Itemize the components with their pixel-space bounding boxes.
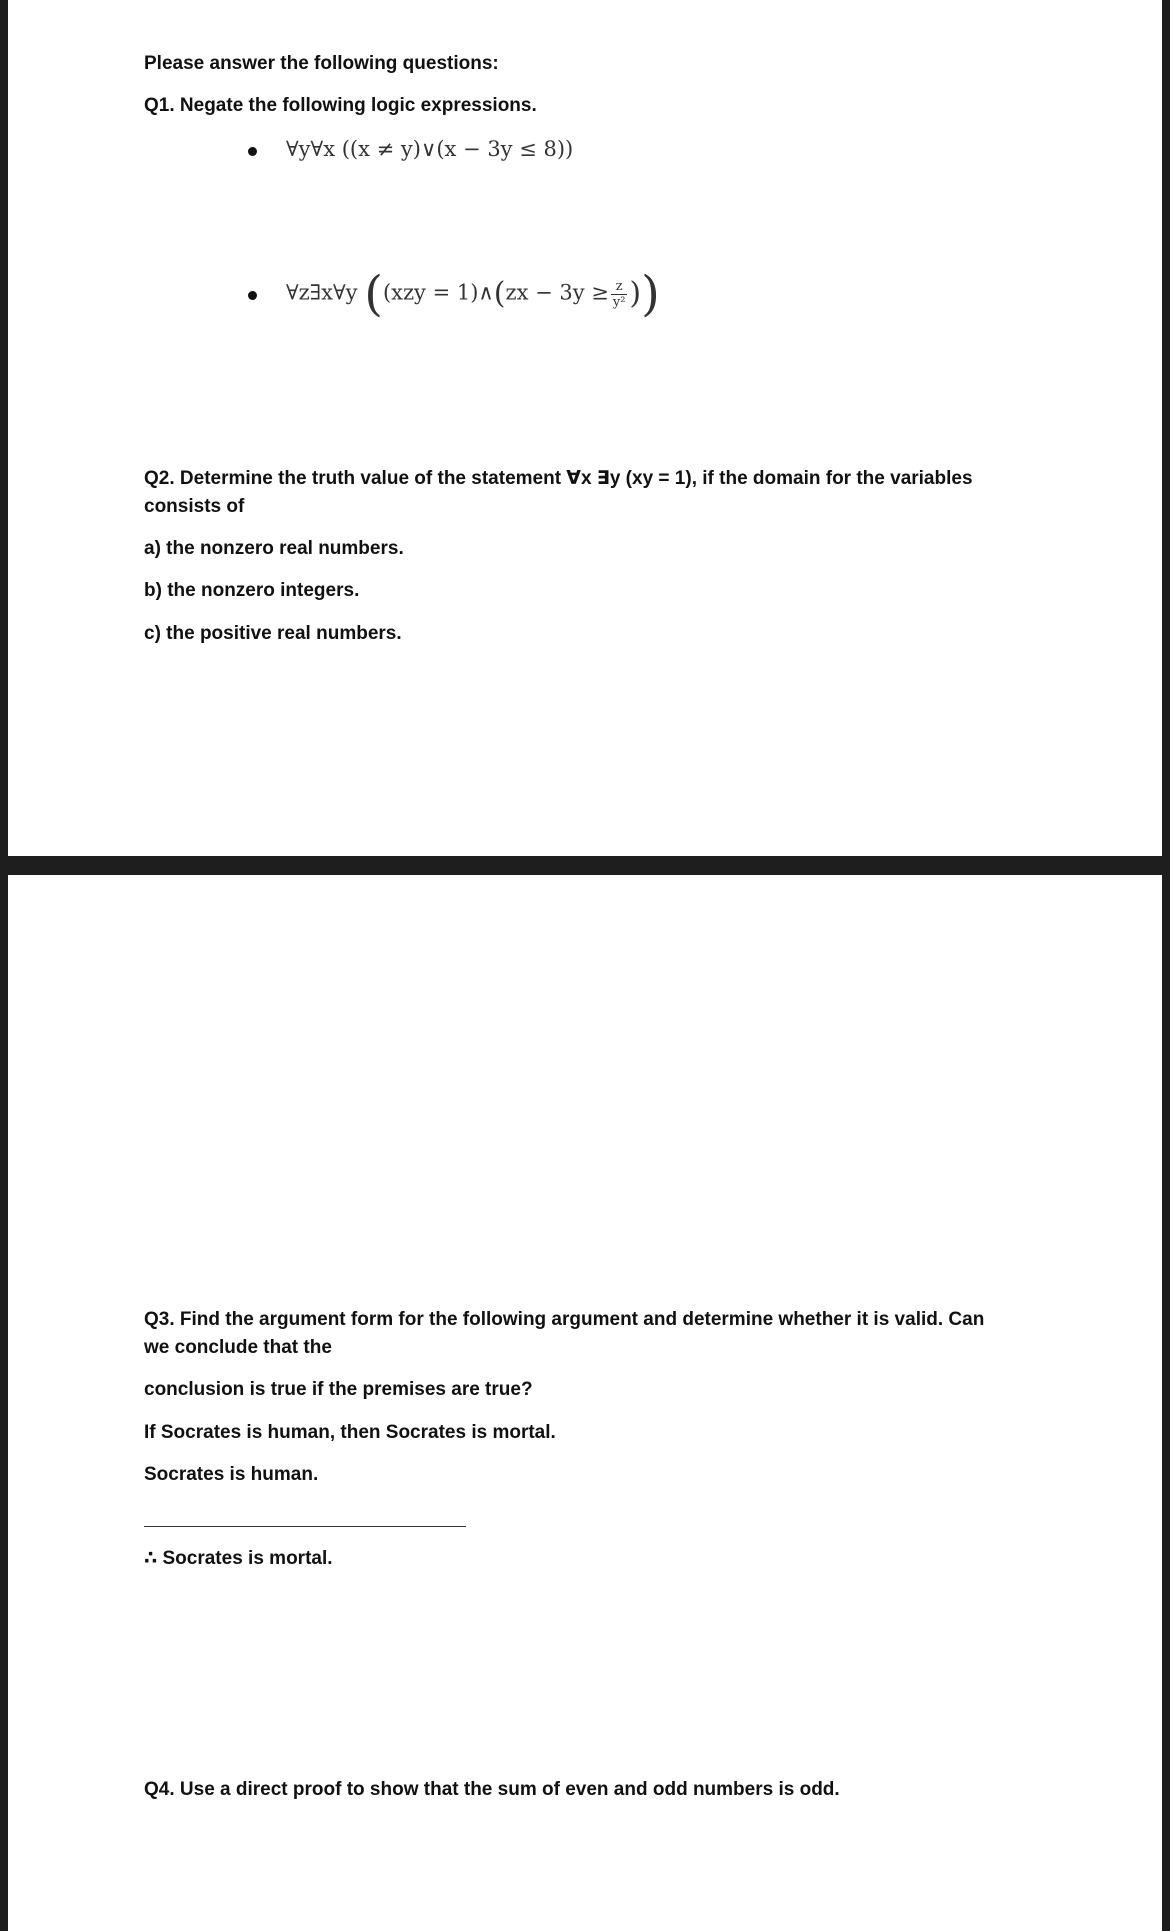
q3-line-1: Q3. Find the argument form for the following argument and determine whether it is valid. Can (144, 1309, 985, 1330)
q2-option-c: c) the positive real numbers. (144, 623, 402, 644)
q2-line-1: Q2. Determine the truth value of the statement ∀x ∃y (xy = 1), if the domain for the variables (144, 468, 973, 489)
bullet-1 (248, 147, 257, 156)
page-2 (8, 875, 1162, 1931)
intro-text: Please answer the following questions: (144, 53, 499, 74)
q2-line-2: consists of (144, 496, 245, 517)
q2-option-b: b) the nonzero integers. (144, 580, 360, 601)
q1-expr2-left: (xzy = 1)∧ (382, 280, 494, 305)
q3-premise-2: Socrates is human. (144, 1464, 319, 1485)
q1-expr2-quantifiers: ∀z∃x∀y (286, 280, 358, 305)
page-1 (8, 0, 1162, 856)
q1-expr2-right: zx − 3y ≥ (505, 280, 609, 305)
bullet-2 (248, 291, 257, 300)
q3-line-2: we conclude that the (144, 1337, 332, 1358)
q4-text: Q4. Use a direct proof to show that the sum of even and odd numbers is odd. (144, 1779, 840, 1800)
q1-expr2-fraction: $\frac{z}{\text{y²}}$ (612, 278, 626, 310)
argument-divider (144, 1526, 466, 1527)
q3-conclusion: ∴ Socrates is mortal. (144, 1548, 333, 1569)
q2-option-a: a) the nonzero real numbers. (144, 538, 404, 559)
q1-expression-2: ∀z∃x∀y ((xzy = 1)∧(zx − 3y ≥ $\frac{z}{\text{y²}}$ )) (286, 266, 660, 322)
q3-premise-1: If Socrates is human, then Socrates is mortal. (144, 1422, 556, 1443)
q1-expression-1: ∀y∀x ((x ≠ y)∨(x − 3y ≤ 8)) (286, 137, 574, 161)
q1-title: Q1. Negate the following logic expressions. (144, 95, 537, 116)
q3-line-3: conclusion is true if the premises are true? (144, 1379, 533, 1400)
